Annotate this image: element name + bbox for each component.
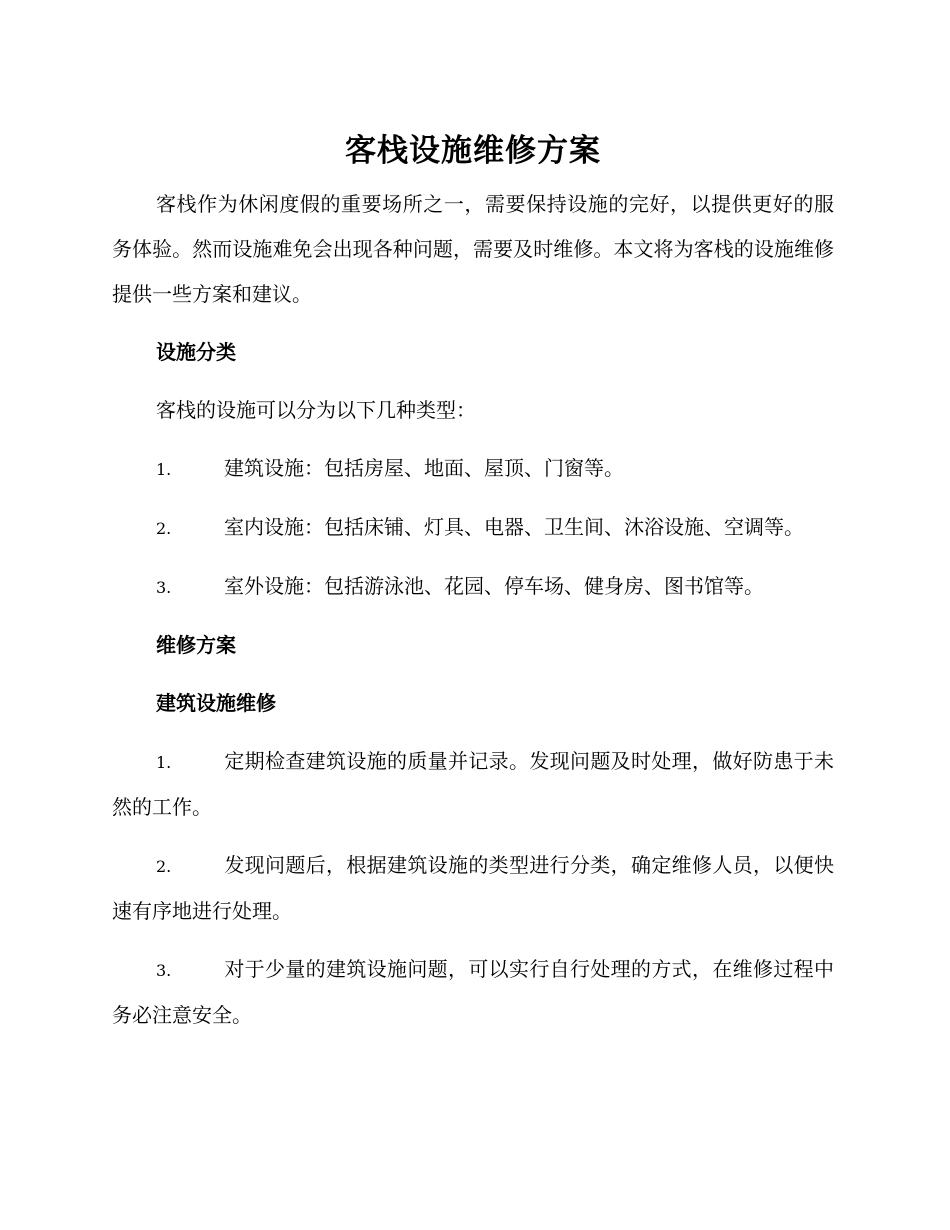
document-page bbox=[112, 128, 834, 1038]
document-title: 客栈设施维修方案 bbox=[345, 133, 601, 169]
section-heading-repair-plan: 维修方案 bbox=[156, 633, 236, 657]
list-item-number: 1. bbox=[156, 753, 172, 772]
list-item-text: 建筑设施：包括房屋、地面、屋顶、门窗等。 bbox=[224, 456, 624, 480]
list-item-text: 室外设施：包括游泳池、花园、停车场、健身房、图书馆等。 bbox=[224, 574, 764, 598]
facility-types-lead: 客栈的设施可以分为以下几种类型： bbox=[156, 398, 476, 422]
list-item-text: 发现问题后，根据建筑设施的类型进行分类，确定维修人员，以便快速有序地进行处理。 bbox=[112, 853, 834, 923]
list-item bbox=[112, 505, 834, 551]
list-item bbox=[112, 843, 834, 934]
list-item-text: 定期检查建筑设施的质量并记录。发现问题及时处理，做好防患于未然的工作。 bbox=[112, 749, 834, 819]
list-item-number: 3. bbox=[156, 961, 172, 980]
section-heading-facility-types: 设施分类 bbox=[156, 340, 236, 364]
list-item bbox=[112, 446, 834, 492]
list-item-number: 1. bbox=[156, 460, 172, 479]
list-item-number: 3. bbox=[156, 578, 172, 597]
list-item-text: 室内设施：包括床铺、灯具、电器、卫生间、沐浴设施、空调等。 bbox=[224, 515, 804, 539]
list-item bbox=[112, 739, 834, 830]
list-item bbox=[112, 564, 834, 610]
list-item bbox=[112, 947, 834, 1038]
list-item-number: 2. bbox=[156, 857, 172, 876]
subheading-building-repair: 建筑设施维修 bbox=[156, 691, 276, 715]
list-item-text: 对于少量的建筑设施问题，可以实行自行处理的方式，在维修过程中务必注意安全。 bbox=[112, 957, 834, 1027]
intro-paragraph: 客栈作为休闲度假的重要场所之一，需要保持设施的完好，以提供更好的服务体验。然而设施难免会出现各种问题，需要及时维修。本文将为客栈的设施维修提供一些方案和建议。 bbox=[112, 192, 834, 306]
list-item-number: 2. bbox=[156, 519, 172, 538]
